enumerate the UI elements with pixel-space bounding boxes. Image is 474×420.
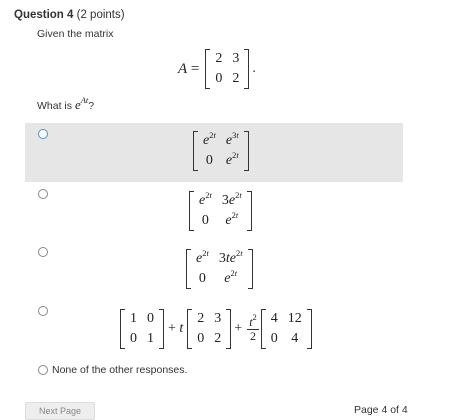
radio-option-2[interactable] xyxy=(38,189,48,199)
question-ask xyxy=(37,97,94,113)
question-points: (2 points) xyxy=(76,9,125,21)
fraction xyxy=(247,311,259,343)
matrix-cell: 0 xyxy=(205,153,213,168)
radio-option-4[interactable] xyxy=(38,306,48,316)
matrix-cell: $e^{2t}$ xyxy=(199,190,212,208)
question-number: Question 4 xyxy=(14,9,74,21)
exp-expression xyxy=(75,97,88,112)
matrix-cell: $e^{2t}$ xyxy=(225,210,239,228)
matrix-cell: 2 xyxy=(197,311,205,326)
plus-sign: + xyxy=(234,321,243,336)
matrix-cell: 0 xyxy=(197,331,205,346)
matrix-cell: 0 xyxy=(130,331,137,346)
matrix-cell: 2 xyxy=(214,331,222,346)
fraction-numerator: $t^2$ xyxy=(249,311,257,329)
option-2[interactable] xyxy=(25,186,403,238)
option-1-matrix xyxy=(193,131,249,171)
matrix-cell: 2 xyxy=(215,51,223,66)
matrix-cell: $3e^{2t}$ xyxy=(221,190,242,208)
matrix-cell: $e^{2t}$ xyxy=(196,248,209,266)
matrix-cell: 0 xyxy=(198,271,206,286)
option-3-matrix xyxy=(186,249,253,289)
page-indicator: Page 4 of 4 xyxy=(354,404,408,416)
identity-matrix xyxy=(120,309,164,349)
matrix-cell: 1 xyxy=(130,311,137,326)
radio-option-1[interactable] xyxy=(38,129,48,139)
plus-t: + t xyxy=(168,321,184,336)
a-squared-matrix xyxy=(261,309,312,349)
next-page-button[interactable]: Next Page xyxy=(25,402,95,420)
question-ask-text: What is xyxy=(37,100,73,112)
matrix-cell: 0 xyxy=(215,71,223,86)
matrix-definition xyxy=(178,50,256,88)
matrix-cell: $e^{2t}$ xyxy=(203,130,216,148)
matrix-lhs: A = xyxy=(178,60,200,77)
option-5-label[interactable]: None of the other responses. xyxy=(52,364,188,376)
matrix-cell: $e^{2t}$ xyxy=(225,150,239,168)
a-matrix xyxy=(187,309,231,349)
option-3[interactable] xyxy=(25,245,403,295)
question-title xyxy=(14,9,125,21)
exp-power: At xyxy=(80,95,89,105)
option-1[interactable] xyxy=(25,123,403,182)
option-4[interactable] xyxy=(25,303,403,355)
matrix-cell: 0 xyxy=(147,311,154,326)
matrix-cell: 12 xyxy=(287,311,302,326)
radio-option-3[interactable] xyxy=(38,247,48,257)
option-4-expression xyxy=(120,309,312,349)
radio-option-5[interactable] xyxy=(38,365,48,375)
matrix-cell: $e^{3t}$ xyxy=(225,130,239,148)
question-ask-end: ? xyxy=(88,100,95,112)
fraction-denominator: 2 xyxy=(250,328,256,343)
matrix-cell: 1 xyxy=(147,331,154,346)
matrix-cell: 3 xyxy=(214,311,222,326)
matrix-cell: 3 xyxy=(232,51,240,66)
matrix-cell: 4 xyxy=(270,311,278,326)
matrix-end: . xyxy=(252,61,256,76)
matrix-a xyxy=(205,49,249,89)
matrix-cell: 2 xyxy=(232,71,240,86)
matrix-cell: $3te^{2t}$ xyxy=(218,248,243,266)
matrix-cell: 0 xyxy=(270,331,278,346)
matrix-cell: $e^{2t}$ xyxy=(224,268,238,286)
exp-base: e xyxy=(74,97,81,112)
matrix-cell: 4 xyxy=(291,331,299,346)
question-intro: Given the matrix xyxy=(37,28,114,40)
option-2-matrix xyxy=(189,191,252,231)
matrix-cell: 0 xyxy=(201,213,209,228)
